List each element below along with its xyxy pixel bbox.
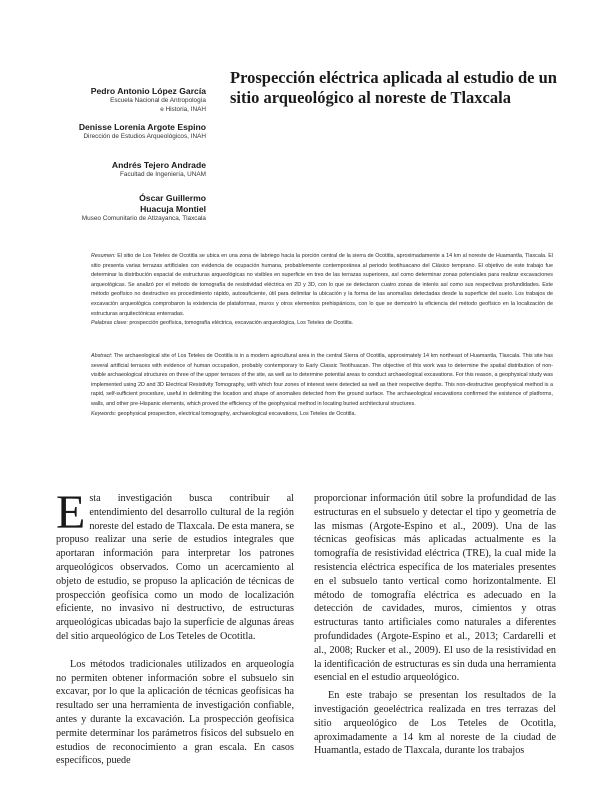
author-4 (56, 193, 206, 224)
author-affiliation: Escuela Nacional de Antropología (110, 97, 206, 104)
author-2 (56, 122, 206, 142)
keywords-body: prospección geofísica, tomografía eléctrica, excavación arqueológica, Los Teteles de Ocotitla. (127, 320, 354, 327)
abstract-body: The archaeological site of Los Teteles de Ocotitla is in a modern agricultural area in the central Sierra of Ocotitla, approximately 14 km northeast of Huamantla, Tlaxcala. This site has several artificial terraces with evidence of human occupation, probably contemporary to Early Classic Teotihuacan. The objective of this work was to determine the spatial distribution of non-visible archaeological structures on three of the upper terraces of the site, as well as to determine potential areas to conduct archaeological excavations. For this reason, a geophysical study was implemented using 2D and 3D Electrical Resistivity Tomography, with which four zones of interest were detected as well as their respective depths. This non-destructive geophysical method is a rapid, self-sufficient procedure, useful in delimiting the location and shape of anomalies detected from the ground surface. The archaeological excavations confirmed the existence of platforms, walls, and other pre-Hispanic elements, which proved the efficiency of the geophysical method in locating buried architectural structures. (91, 353, 553, 407)
body-column-left (56, 486, 294, 782)
keywords-label: Keywords: (91, 410, 117, 417)
drop-cap: E (56, 486, 86, 539)
body-column-right (314, 492, 556, 772)
author-3 (56, 160, 206, 180)
author-name: Denisse Lorenia Argote Espino (78, 122, 206, 133)
body-paragraph (56, 486, 294, 644)
paragraph-text: sta investigación busca contribuir al entendimiento del desarrollo cultural de la región noreste del estado de Tlaxcala. De esta manera, se propuso realizar una serie de estudios integrales que aportaran información para interpretar los patrones arqueológicos observados. Como un acercamiento al objeto de estudio, se propuso la aplicación de técnicas de prospección geofísica como un modo de localización eficiente, no invasivo ni destructivo, de estructuras arqueológicas ubicadas bajo la superficie de algunas áreas del sitio arqueológico de Los Teteles de Ocotitla. (56, 493, 294, 642)
author-block (56, 86, 206, 232)
body-paragraph: proporcionar información útil sobre la profundidad de las estructuras en el subsuelo y detectar el tipo y geometría de las mismas (Argote-Espino et al., 2009). Una de las técnicas geofísicas más aplicadas actualmente es la tomografía de resistividad eléctrica (TRE), la cual mide la resistencia eléctrica específica de los materiales presentes en el subsuelo tanto vertical como horizontalmente. El método de tomografía eléctrica es adecuado en la detección de cavidades, muros, cimientos y otras estructuras tanto artificiales como naturales a diferentes profundidades (Argote-Espino et al., 2013; Cardarelli et al., 2008; Rucker et al., 2009). El uso de la resistividad en la identificación de estructuras es sin duda una herramienta esencial en el estudio arqueológico. (314, 493, 556, 684)
author-affiliation: Museo Comunitario de Atlzayanca, Tlaxcala (81, 215, 206, 223)
keywords-body: geophysical prospection, electrical tomography, archaeological excavations, Los Teteles de Ocotitla. (116, 410, 356, 417)
abstract-spanish (91, 252, 553, 329)
abstract-english-text (91, 352, 553, 410)
abstract-body: El sitio de Los Teteles de Ocotitla se ubica en una zona de labriego hacia la porción central de la sierra de Ocotitla, aproximadamente a 14 km al noreste de Huamantla, Tlaxcala. El sitio presenta varias terrazas artificiales con evidencia de ocupación humana, probablemente contemporánea al periodo teotihuacano del Clásico temprano. El objetivo de este trabajo fue determinar la distribución espacial de estructuras arqueológicas no visibles en superficie en tres de las terrazas superiores, así como determinar zonas potenciales para realizar excavaciones arqueológicas. Se analizó por el método de tomografía de resistividad eléctrica en 2D y 3D, con lo que se detectaron cuatro zonas de interés así como sus respectivas profundidades. Este método geofísico no destructivo es procedimiento rápido, autosuficiente, útil para delimitar la ubicación y la forma de las anomalías detectadas desde la superficie del suelo. Los trabajos de excavación arqueológica comprobaron la existencia de plataformas, muros y otros elementos prehispánicos, con lo que se demostró la eficiencia del método geofísico en la localización de estructuras arquitectónicas enterradas. (91, 253, 553, 317)
author-affiliation: Dirección de Estudios Arqueológicos, INAH (83, 133, 206, 141)
body-paragraph: Los métodos tradicionales utilizados en arqueología no permiten obtener información sobre el subsuelo sin excavar, por lo que la aplicación de técnicas geofísicas ha resultado ser una herramienta de investigación confiable, antes y durante la excavación. La prospección geofísica permite determinar los parámetros físicos del subsuelo en estudios de reconocimiento a gran escala. En casos específicos, puede (56, 658, 294, 767)
author-name: Andrés Tejero Andrade (111, 159, 206, 170)
abstract-label: Abstract: (91, 353, 113, 359)
keywords-english (91, 410, 553, 420)
abstract-english (91, 352, 553, 419)
author-affiliation: e Historia, INAH (160, 105, 206, 113)
author-affiliation: Facultad de Ingeniería, UNAM (120, 170, 206, 178)
abstract-label: Resumen: (91, 253, 116, 259)
abstract-spanish-text (91, 252, 553, 319)
article-title: Prospección eléctrica aplicada al estudio de un sitio arqueológico al noreste de Tlaxcala (230, 68, 557, 107)
author-name: Pedro Antonio López García (90, 86, 206, 96)
keywords-label: Palabras clave: (91, 320, 128, 327)
author-1 (56, 86, 206, 114)
author-name: Óscar Guillermo Huacuja Montiel (139, 193, 206, 215)
body-paragraph: En este trabajo se presentan los resultados de la investigación geoeléctrica realizada en tres terrazas del sitio arqueológico de Los Teteles de Ocotitla, aproximadamente a 14 km al noreste de la ciudad de Huamantla, estado de Tlaxcala, durante los trabajos (314, 690, 556, 757)
keywords-spanish (91, 319, 553, 329)
